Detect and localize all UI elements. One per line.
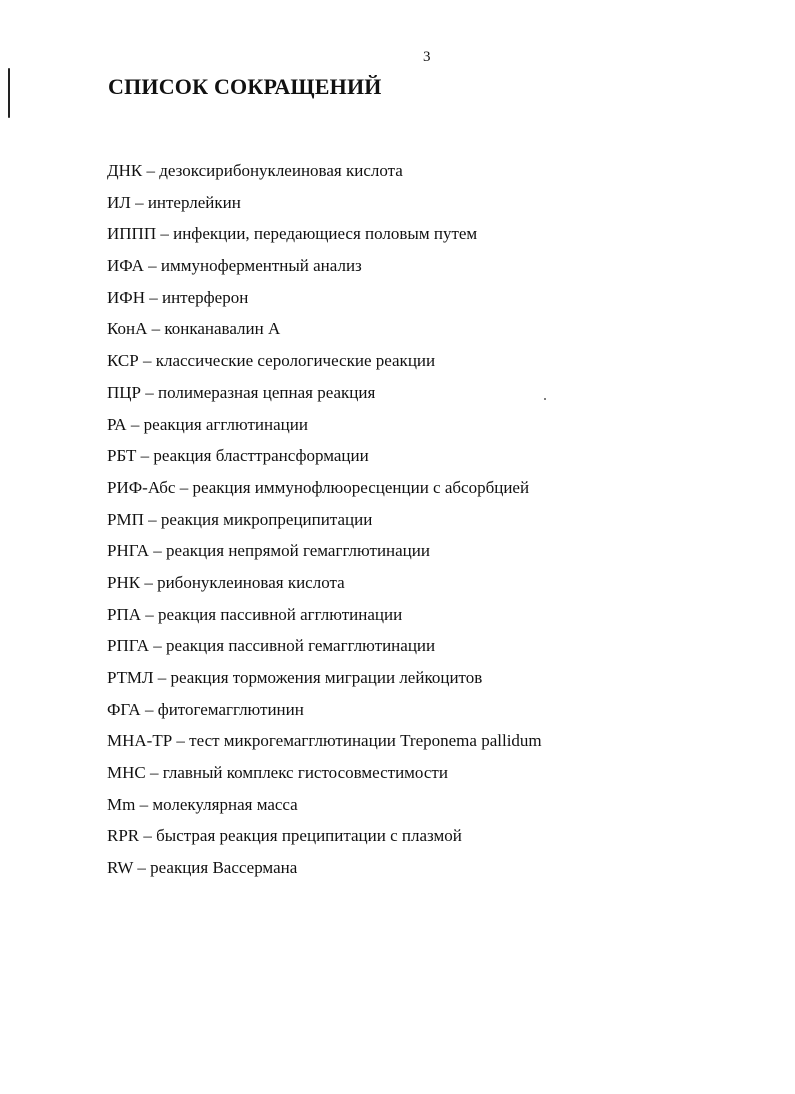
abbreviation-term: РМП [107,509,144,529]
abbreviation-term: МНС [107,763,146,783]
abbreviation-definition: дезоксирибонуклеиновая кислота [159,161,403,180]
abbreviation-definition: рибонуклеиновая кислота [157,572,345,592]
abbreviation-separator: – [140,699,158,719]
abbreviation-term: РБТ [107,446,137,466]
abbreviation-item [107,409,542,441]
abbreviation-separator: – [149,541,166,561]
abbreviation-separator: – [130,192,148,212]
abbreviation-item [107,155,542,187]
abbreviation-separator: – [145,763,163,783]
abbreviation-definition: реакция пассивной гемагглютинации [166,636,436,656]
abbreviation-term: РПА [107,604,142,624]
abbreviation-term: КСР [107,351,139,371]
abbreviation-definition: главный комплекс гистосовместимости [162,763,448,783]
abbreviation-item [107,535,542,567]
abbreviation-item [107,187,542,219]
abbreviation-term: РНГА [107,541,149,561]
abbreviation-item [107,789,542,821]
abbreviation-item [107,440,542,472]
abbreviation-separator: – [147,319,165,339]
abbreviation-definition: реакция микропреципитации [160,509,373,529]
abbreviation-separator: – [153,668,171,687]
abbreviation-separator: – [133,858,151,878]
abbreviation-separator: – [149,636,166,656]
abbreviation-separator: – [172,731,190,751]
abbreviation-term: ФГА [107,699,141,719]
abbreviation-term: ИФН [107,287,145,307]
abbreviation-definition: реакция бласттрансформации [153,446,369,466]
abbreviation-separator: – [142,161,160,180]
abbreviation-separator: – [156,224,174,244]
abbreviation-separator: – [135,794,153,814]
abbreviation-definition: интерлейкин [147,192,241,212]
abbreviation-separator: – [175,477,193,497]
abbreviation-item [107,472,542,504]
abbreviation-definition: реакция Вассермана [150,858,298,878]
abbreviation-definition: иммуноферментный анализ [160,256,362,276]
abbreviation-item [107,599,542,631]
abbreviation-definition: реакция торможения миграции лейкоцитов [170,668,483,687]
abbreviation-item [107,567,542,599]
abbreviation-definition: молекулярная масса [152,794,298,814]
abbreviation-separator: – [139,826,157,846]
abbreviation-separator: – [140,572,158,592]
abbreviation-definition: фитогемагглютинин [157,699,304,719]
abbreviation-term: РА [107,414,127,434]
abbreviation-definition: реакция иммунофлюоресценции с абсорбцией [192,477,530,497]
page-number: 3 [423,49,431,65]
abbreviation-item [107,313,542,345]
abbreviation-item [107,694,542,726]
abbreviation-term: КонА [107,319,148,339]
abbreviation-item [107,725,542,757]
abbreviation-term: РПГА [107,636,149,656]
abbreviation-term: RPR [107,826,140,846]
abbreviation-separator: – [143,256,161,276]
abbreviation-list [107,155,542,884]
abbreviation-item [107,250,542,282]
abbreviation-separator: – [126,414,144,434]
abbreviation-term: РИФ-Абс [107,477,176,497]
abbreviation-separator: – [143,509,161,529]
abbreviation-separator: – [144,287,162,307]
abbreviation-definition: тест микрогемагглютинации Treponema pallidum [189,731,542,751]
abbreviation-definition: инфекции, передающиеся половым путем [173,224,478,244]
abbreviation-term: RW [107,858,134,878]
abbreviation-definition: полимеразная цепная реакция [158,382,376,402]
abbreviation-term: ДНК [107,161,143,180]
abbreviation-item [107,377,542,409]
abbreviation-separator: – [141,604,159,624]
abbreviation-term: ИППП [107,224,157,244]
abbreviation-term: ИФА [107,256,144,276]
abbreviation-definition: реакция пассивной агглютинации [158,604,403,624]
abbreviation-term: ИЛ [107,192,131,212]
abbreviation-separator: – [141,382,159,402]
abbreviation-item [107,757,542,789]
abbreviation-item [107,218,542,250]
abbreviation-definition: быстрая реакция преципитации с плазмой [156,826,462,846]
abbreviation-separator: – [138,351,156,371]
scan-speck [544,398,546,400]
page-title: СПИСОК СОКРАЩЕНИЙ [108,74,382,99]
abbreviation-definition: конканавалин А [164,319,281,339]
abbreviation-item [107,504,542,536]
abbreviation-item [107,282,542,314]
abbreviation-item [107,820,542,852]
abbreviation-item [107,345,542,377]
abbreviation-definition: реакция агглютинации [143,414,308,434]
abbreviation-term: Mm [107,794,136,814]
abbreviation-term: ПЦР [107,382,142,402]
abbreviation-item [107,630,542,662]
abbreviation-definition: реакция непрямой гемагглютинации [166,541,430,561]
abbreviation-term: РТМЛ [107,668,154,687]
abbreviation-item [107,662,542,694]
abbreviation-definition: интерферон [161,287,249,307]
abbreviation-term: МНА-ТР [107,731,173,751]
abbreviation-item [107,852,542,884]
abbreviation-term: РНК [107,572,141,592]
abbreviation-definition: классические серологические реакции [155,351,436,371]
abbreviation-separator: – [136,446,154,466]
scan-margin-mark [8,68,10,118]
